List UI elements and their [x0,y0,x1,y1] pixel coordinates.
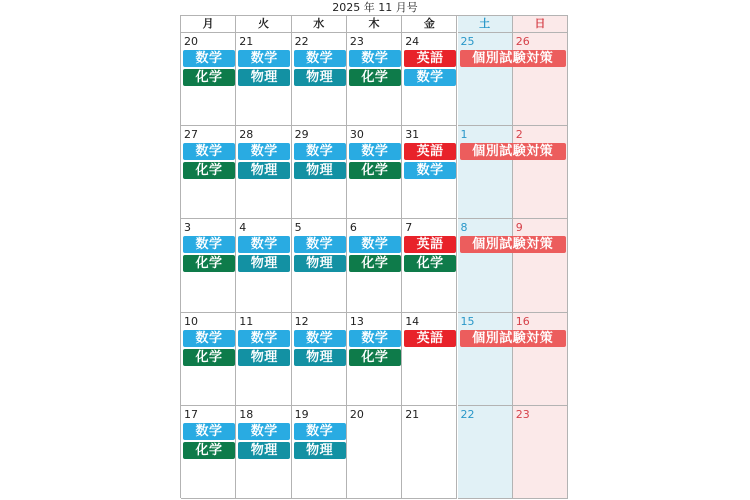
day-cell[interactable] [347,219,402,312]
day-number: 1 [460,128,468,142]
weekday-header: 日 [513,16,568,33]
day-cell[interactable] [292,219,347,312]
day-number: 23 [349,35,364,48]
day-number: 3 [184,221,191,235]
subject-badge[interactable]: 物理 [294,162,346,179]
day-number: 8 [460,221,468,235]
subject-badge[interactable]: 数学 [183,143,235,160]
subject-badge[interactable]: 数学 [294,50,346,67]
subject-badge[interactable]: 化学 [183,69,235,86]
day-number: 18 [239,407,254,421]
day-number: 19 [294,407,309,421]
weekend-event-badge[interactable]: 個別試験対策 [460,143,567,160]
day-number: 21 [405,407,420,421]
day-number: 28 [239,128,254,142]
subject-badge[interactable]: 物理 [294,69,346,86]
subject-badge[interactable]: 数学 [238,143,290,160]
day-cell[interactable] [458,313,513,406]
day-cell[interactable] [513,33,568,126]
day-cell[interactable] [402,219,457,312]
subject-badge[interactable]: 数学 [294,236,346,253]
day-cell[interactable] [236,219,291,312]
subject-badge[interactable]: 数学 [349,50,401,67]
day-cell[interactable] [181,219,236,312]
subject-badge[interactable]: 化学 [183,442,235,459]
day-number: 13 [349,314,364,328]
subject-badge[interactable]: 数学 [183,330,235,347]
day-number: 29 [294,128,309,142]
subject-badge[interactable]: 化学 [183,162,235,179]
subject-badge[interactable]: 数学 [404,162,456,179]
subject-badge[interactable]: 数学 [294,423,346,440]
day-cell[interactable] [181,126,236,219]
subject-badge[interactable]: 数学 [404,69,456,86]
day-cell[interactable] [513,219,568,312]
day-number: 31 [405,128,420,142]
day-cell[interactable] [292,313,347,406]
subject-badge[interactable]: 化学 [183,349,235,366]
day-cell[interactable] [236,126,291,219]
subject-badge[interactable]: 物理 [294,255,346,272]
subject-badge[interactable]: 化学 [349,349,401,366]
day-number: 22 [460,407,475,421]
subject-badge[interactable]: 数学 [238,50,290,67]
day-cell[interactable] [181,313,236,406]
day-number: 20 [349,407,364,421]
day-cell[interactable] [402,313,457,406]
weekday-header: 月 [181,16,236,33]
day-cell[interactable] [347,406,402,499]
day-cell[interactable] [513,126,568,219]
day-cell[interactable] [513,313,568,406]
day-cell[interactable] [458,219,513,312]
subject-badge[interactable]: 数学 [183,423,235,440]
day-number: 16 [515,314,530,328]
day-cell[interactable] [236,313,291,406]
subject-badge[interactable]: 英語 [404,236,456,253]
day-number: 4 [239,221,247,235]
day-cell[interactable] [292,406,347,499]
day-cell[interactable] [513,406,568,499]
day-cell[interactable] [458,33,513,126]
subject-badge[interactable]: 英語 [404,330,456,347]
subject-badge[interactable]: 物理 [238,162,290,179]
day-number: 22 [294,35,309,48]
subject-badge[interactable]: 化学 [349,69,401,86]
day-number: 15 [460,314,475,328]
weekday-header: 土 [458,16,513,33]
day-cell[interactable] [292,33,347,126]
day-number: 14 [405,314,420,328]
day-number: 23 [515,407,530,421]
day-cell[interactable] [402,126,457,219]
subject-badge[interactable]: 化学 [349,162,401,179]
weekend-event-badge[interactable]: 個別試験対策 [460,330,567,347]
subject-badge[interactable]: 物理 [294,442,346,459]
day-cell[interactable] [236,33,291,126]
subject-badge[interactable]: 物理 [238,69,290,86]
day-number: 30 [349,128,364,142]
day-number: 20 [184,35,198,48]
day-cell[interactable] [458,126,513,219]
weekday-header: 火 [236,16,291,33]
weekday-header: 金 [402,16,457,33]
subject-badge[interactable]: 数学 [294,330,346,347]
day-number: 12 [294,314,309,328]
day-number: 7 [405,221,413,235]
weekend-event-badge[interactable]: 個別試験対策 [460,236,567,253]
day-number: 9 [515,221,523,235]
weekend-event-badge[interactable]: 個別試験対策 [460,50,567,67]
day-number: 5 [294,221,302,235]
subject-badge[interactable]: 数学 [238,330,290,347]
subject-badge[interactable]: 英語 [404,50,456,67]
day-cell[interactable] [402,406,457,499]
subject-badge[interactable]: 数学 [183,236,235,253]
day-cell[interactable] [181,33,236,126]
day-number: 24 [405,35,420,48]
month-calendar-grid [180,15,568,498]
subject-badge[interactable]: 物理 [238,442,290,459]
calendar-title: 2025 年 11 月号 [332,1,418,14]
subject-badge[interactable]: 物理 [294,349,346,366]
subject-badge[interactable]: 数学 [349,330,401,347]
subject-badge[interactable]: 数学 [294,143,346,160]
day-number: 21 [239,35,254,48]
subject-badge[interactable]: 英語 [404,143,456,160]
day-cell[interactable] [181,406,236,499]
day-cell[interactable] [347,313,402,406]
day-cell[interactable] [402,33,457,126]
day-number: 17 [184,407,198,421]
day-cell[interactable] [347,33,402,126]
day-number: 6 [349,221,357,235]
subject-badge[interactable]: 数学 [349,236,401,253]
subject-badge[interactable]: 化学 [183,255,235,272]
day-cell[interactable] [458,406,513,499]
subject-badge[interactable]: 数学 [238,423,290,440]
subject-badge[interactable]: 数学 [349,143,401,160]
subject-badge[interactable]: 化学 [349,255,401,272]
day-number: 25 [460,35,475,48]
subject-badge[interactable]: 物理 [238,255,290,272]
subject-badge[interactable]: 数学 [183,50,235,67]
day-number: 10 [184,314,198,328]
day-number: 2 [515,128,523,142]
day-cell[interactable] [236,406,291,499]
day-cell[interactable] [292,126,347,219]
weekday-header: 木 [347,16,402,33]
subject-badge[interactable]: 数学 [238,236,290,253]
subject-badge[interactable]: 物理 [238,349,290,366]
day-cell[interactable] [347,126,402,219]
subject-badge[interactable]: 化学 [404,255,456,272]
day-number: 11 [239,314,254,328]
day-number: 27 [184,128,198,142]
weekday-header: 水 [292,16,347,33]
day-number: 26 [515,35,530,48]
